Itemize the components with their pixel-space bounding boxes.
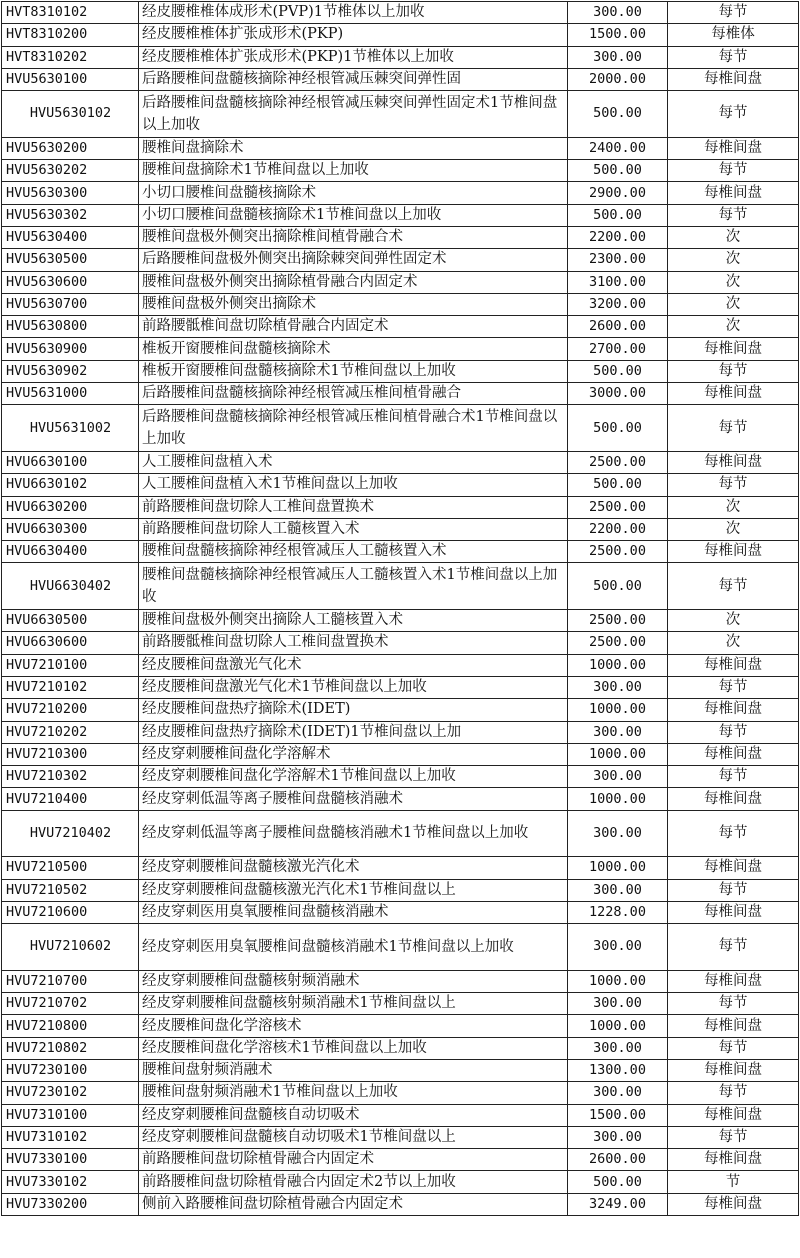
item-unit-cell: 每节 (668, 1126, 799, 1148)
item-unit-cell: 每节 (668, 766, 799, 788)
item-unit-cell: 每椎间盘 (668, 788, 799, 810)
table-row (2, 2, 799, 24)
table-row (2, 924, 799, 971)
item-unit-cell: 每椎间盘 (668, 541, 799, 563)
item-name-cell: 腰椎间盘极外侧突出摘除椎间植骨融合术 (139, 226, 568, 248)
item-price-cell: 300.00 (568, 810, 668, 857)
item-price-cell: 300.00 (568, 2, 668, 24)
item-price-cell: 1000.00 (568, 1015, 668, 1037)
table-row (2, 563, 799, 610)
item-unit-cell: 每椎间盘 (668, 1104, 799, 1126)
table-row (2, 993, 799, 1015)
item-code-cell: HVU5630800 (2, 316, 139, 338)
table-row (2, 360, 799, 382)
item-unit-cell: 每节 (668, 924, 799, 971)
item-code-cell: HVU5630102 (2, 91, 139, 138)
item-price-cell: 500.00 (568, 91, 668, 138)
item-unit-cell: 每椎间盘 (668, 1015, 799, 1037)
table-row (2, 610, 799, 632)
item-price-cell: 1300.00 (568, 1059, 668, 1081)
price-table (1, 1, 799, 1216)
item-name-cell: 腰椎间盘髓核摘除神经根管减压人工髓核置入术 (139, 541, 568, 563)
item-price-cell: 3100.00 (568, 271, 668, 293)
item-code-cell: HVU7210600 (2, 901, 139, 923)
item-name-cell: 经皮腰椎椎体成形术(PVP)1节椎体以上加收 (139, 2, 568, 24)
item-unit-cell: 每椎间盘 (668, 1059, 799, 1081)
table-row (2, 160, 799, 182)
item-unit-cell: 每椎间盘 (668, 338, 799, 360)
item-price-cell: 300.00 (568, 1037, 668, 1059)
item-name-cell: 经皮腰椎间盘化学溶核术1节椎间盘以上加收 (139, 1037, 568, 1059)
table-row (2, 1193, 799, 1215)
item-price-cell: 500.00 (568, 1171, 668, 1193)
item-name-cell: 腰椎间盘摘除术 (139, 137, 568, 159)
table-row (2, 810, 799, 857)
item-name-cell: 前路腰椎间盘切除植骨融合内固定术 (139, 1149, 568, 1171)
item-unit-cell: 每椎间盘 (668, 970, 799, 992)
item-unit-cell: 每椎间盘 (668, 182, 799, 204)
table-row (2, 474, 799, 496)
item-unit-cell: 每节 (668, 993, 799, 1015)
item-unit-cell: 每节 (668, 2, 799, 24)
table-row (2, 766, 799, 788)
item-code-cell: HVU7310100 (2, 1104, 139, 1126)
item-unit-cell: 次 (668, 271, 799, 293)
item-name-cell: 经皮腰椎间盘激光气化术1节椎间盘以上加收 (139, 676, 568, 698)
table-row (2, 901, 799, 923)
item-unit-cell: 每椎间盘 (668, 654, 799, 676)
table-row (2, 137, 799, 159)
item-code-cell: HVU7230100 (2, 1059, 139, 1081)
item-unit-cell: 每椎间盘 (668, 451, 799, 473)
table-row (2, 46, 799, 68)
table-row (2, 1104, 799, 1126)
item-name-cell: 经皮穿刺低温等离子腰椎间盘髓核消融术1节椎间盘以上加收 (139, 810, 568, 857)
item-unit-cell: 每节 (668, 474, 799, 496)
item-name-cell: 经皮穿刺低温等离子腰椎间盘髓核消融术 (139, 788, 568, 810)
item-unit-cell: 每节 (668, 1082, 799, 1104)
item-name-cell: 后路腰椎间盘髓核摘除神经根管减压椎间植骨融合 (139, 383, 568, 405)
item-code-cell: HVT8310200 (2, 24, 139, 46)
table-row (2, 249, 799, 271)
item-code-cell: HVU7210300 (2, 743, 139, 765)
item-unit-cell: 每节 (668, 160, 799, 182)
table-row (2, 879, 799, 901)
item-price-cell: 2500.00 (568, 541, 668, 563)
item-unit-cell: 次 (668, 496, 799, 518)
item-price-cell: 1228.00 (568, 901, 668, 923)
item-price-cell: 2300.00 (568, 249, 668, 271)
item-unit-cell: 每节 (668, 721, 799, 743)
item-name-cell: 腰椎间盘射频消融术1节椎间盘以上加收 (139, 1082, 568, 1104)
table-row (2, 226, 799, 248)
item-price-cell: 1000.00 (568, 857, 668, 879)
item-unit-cell: 每节 (668, 204, 799, 226)
item-unit-cell: 每节 (668, 676, 799, 698)
item-code-cell: HVU7210502 (2, 879, 139, 901)
item-code-cell: HVU5630600 (2, 271, 139, 293)
item-price-cell: 300.00 (568, 1082, 668, 1104)
item-unit-cell: 次 (668, 226, 799, 248)
item-price-cell: 2600.00 (568, 1149, 668, 1171)
table-row (2, 970, 799, 992)
table-row (2, 654, 799, 676)
item-unit-cell: 每椎间盘 (668, 383, 799, 405)
item-code-cell: HVU7210402 (2, 810, 139, 857)
item-price-cell: 500.00 (568, 563, 668, 610)
item-name-cell: 经皮腰椎间盘化学溶核术 (139, 1015, 568, 1037)
item-name-cell: 经皮腰椎间盘热疗摘除术(IDET) (139, 699, 568, 721)
item-unit-cell: 每椎间盘 (668, 743, 799, 765)
item-name-cell: 后路腰椎间盘髓核摘除神经根管减压棘突间弹性固 (139, 68, 568, 90)
item-name-cell: 后路腰椎间盘髓核摘除神经根管减压棘突间弹性固定术1节椎间盘以上加收 (139, 91, 568, 138)
item-code-cell: HVU6630102 (2, 474, 139, 496)
item-name-cell: 经皮穿刺腰椎间盘髓核激光汽化术1节椎间盘以上 (139, 879, 568, 901)
table-row (2, 316, 799, 338)
item-price-cell: 300.00 (568, 676, 668, 698)
item-code-cell: HVT8310102 (2, 2, 139, 24)
table-row (2, 743, 799, 765)
item-price-cell: 3249.00 (568, 1193, 668, 1215)
item-code-cell: HVU5630900 (2, 338, 139, 360)
item-name-cell: 椎板开窗腰椎间盘髓核摘除术 (139, 338, 568, 360)
table-row (2, 857, 799, 879)
item-name-cell: 腰椎间盘极外侧突出摘除术 (139, 293, 568, 315)
item-code-cell: HVU7210200 (2, 699, 139, 721)
item-price-cell: 300.00 (568, 766, 668, 788)
item-name-cell: 经皮穿刺腰椎间盘髓核射频消融术1节椎间盘以上 (139, 993, 568, 1015)
item-name-cell: 腰椎间盘极外侧突出摘除植骨融合内固定术 (139, 271, 568, 293)
item-unit-cell: 每节 (668, 91, 799, 138)
item-price-cell: 2600.00 (568, 316, 668, 338)
table-row (2, 405, 799, 452)
item-unit-cell: 每节 (668, 1037, 799, 1059)
item-name-cell: 前路腰骶椎间盘切除植骨融合内固定术 (139, 316, 568, 338)
item-unit-cell: 每节 (668, 46, 799, 68)
item-name-cell: 前路腰椎间盘切除植骨融合内固定术2节以上加收 (139, 1171, 568, 1193)
item-code-cell: HVU5630902 (2, 360, 139, 382)
item-unit-cell: 节 (668, 1171, 799, 1193)
item-price-cell: 1000.00 (568, 654, 668, 676)
table-row (2, 541, 799, 563)
item-name-cell: 腰椎间盘极外侧突出摘除人工髓核置入术 (139, 610, 568, 632)
item-code-cell: HVU5630300 (2, 182, 139, 204)
item-price-cell: 300.00 (568, 993, 668, 1015)
item-code-cell: HVT8310202 (2, 46, 139, 68)
item-name-cell: 经皮腰椎椎体扩张成形术(PKP) (139, 24, 568, 46)
item-name-cell: 经皮穿刺医用臭氧腰椎间盘髓核消融术1节椎间盘以上加收 (139, 924, 568, 971)
table-row (2, 1015, 799, 1037)
item-price-cell: 2200.00 (568, 518, 668, 540)
item-unit-cell: 次 (668, 316, 799, 338)
item-code-cell: HVU7210400 (2, 788, 139, 810)
table-row (2, 1059, 799, 1081)
item-price-cell: 2900.00 (568, 182, 668, 204)
item-name-cell: 后路腰椎间盘极外侧突出摘除棘突间弹性固定术 (139, 249, 568, 271)
item-name-cell: 经皮腰椎间盘激光气化术 (139, 654, 568, 676)
item-unit-cell: 每节 (668, 360, 799, 382)
table-row (2, 1171, 799, 1193)
item-unit-cell: 次 (668, 518, 799, 540)
item-code-cell: HVU7210602 (2, 924, 139, 971)
item-unit-cell: 次 (668, 632, 799, 654)
item-code-cell: HVU5630200 (2, 137, 139, 159)
table-row (2, 182, 799, 204)
item-code-cell: HVU7210702 (2, 993, 139, 1015)
item-unit-cell: 每椎间盘 (668, 1149, 799, 1171)
item-price-cell: 1000.00 (568, 788, 668, 810)
item-code-cell: HVU7210100 (2, 654, 139, 676)
table-row (2, 676, 799, 698)
item-code-cell: HVU7330102 (2, 1171, 139, 1193)
item-unit-cell: 次 (668, 293, 799, 315)
table-row (2, 293, 799, 315)
item-unit-cell: 每椎体 (668, 24, 799, 46)
table-row (2, 496, 799, 518)
item-price-cell: 1000.00 (568, 699, 668, 721)
table-row (2, 632, 799, 654)
item-price-cell: 2500.00 (568, 610, 668, 632)
table-row (2, 91, 799, 138)
table-row (2, 1037, 799, 1059)
item-price-cell: 2500.00 (568, 451, 668, 473)
table-row (2, 1126, 799, 1148)
item-unit-cell: 每节 (668, 879, 799, 901)
item-code-cell: HVU7210500 (2, 857, 139, 879)
item-unit-cell: 每椎间盘 (668, 699, 799, 721)
item-unit-cell: 每节 (668, 810, 799, 857)
item-code-cell: HVU6630402 (2, 563, 139, 610)
item-name-cell: 经皮穿刺腰椎间盘化学溶解术 (139, 743, 568, 765)
item-price-cell: 300.00 (568, 721, 668, 743)
item-unit-cell: 每椎间盘 (668, 857, 799, 879)
item-price-cell: 2700.00 (568, 338, 668, 360)
item-price-cell: 500.00 (568, 405, 668, 452)
item-price-cell: 1500.00 (568, 1104, 668, 1126)
item-price-cell: 300.00 (568, 879, 668, 901)
table-row (2, 271, 799, 293)
table-row (2, 451, 799, 473)
item-code-cell: HVU7210800 (2, 1015, 139, 1037)
item-code-cell: HVU6630200 (2, 496, 139, 518)
item-unit-cell: 次 (668, 249, 799, 271)
item-name-cell: 椎板开窗腰椎间盘髓核摘除术1节椎间盘以上加收 (139, 360, 568, 382)
item-name-cell: 小切口腰椎间盘髓核摘除术 (139, 182, 568, 204)
item-price-cell: 300.00 (568, 1126, 668, 1148)
item-price-cell: 2500.00 (568, 632, 668, 654)
table-row (2, 68, 799, 90)
item-name-cell: 前路腰椎间盘切除人工髓核置入术 (139, 518, 568, 540)
item-code-cell: HVU5630700 (2, 293, 139, 315)
item-unit-cell: 每椎间盘 (668, 901, 799, 923)
item-price-cell: 2000.00 (568, 68, 668, 90)
item-name-cell: 经皮穿刺腰椎间盘化学溶解术1节椎间盘以上加收 (139, 766, 568, 788)
item-name-cell: 腰椎间盘髓核摘除神经根管减压人工髓核置入术1节椎间盘以上加收 (139, 563, 568, 610)
item-name-cell: 经皮腰椎间盘热疗摘除术(IDET)1节椎间盘以上加 (139, 721, 568, 743)
item-code-cell: HVU6630300 (2, 518, 139, 540)
item-price-cell: 500.00 (568, 360, 668, 382)
item-name-cell: 经皮穿刺腰椎间盘髓核激光汽化术 (139, 857, 568, 879)
item-price-cell: 1000.00 (568, 743, 668, 765)
item-price-cell: 2400.00 (568, 137, 668, 159)
item-code-cell: HVU5630202 (2, 160, 139, 182)
table-row (2, 788, 799, 810)
item-name-cell: 侧前入路腰椎间盘切除植骨融合内固定术 (139, 1193, 568, 1215)
item-code-cell: HVU6630500 (2, 610, 139, 632)
item-code-cell: HVU5630302 (2, 204, 139, 226)
item-name-cell: 腰椎间盘射频消融术 (139, 1059, 568, 1081)
table-row (2, 383, 799, 405)
item-name-cell: 前路腰骶椎间盘切除人工椎间盘置换术 (139, 632, 568, 654)
item-code-cell: HVU7310102 (2, 1126, 139, 1148)
item-code-cell: HVU7210202 (2, 721, 139, 743)
item-price-cell: 3200.00 (568, 293, 668, 315)
item-name-cell: 前路腰椎间盘切除人工椎间盘置换术 (139, 496, 568, 518)
table-row (2, 338, 799, 360)
item-name-cell: 经皮腰椎椎体扩张成形术(PKP)1节椎体以上加收 (139, 46, 568, 68)
item-price-cell: 1500.00 (568, 24, 668, 46)
table-row (2, 24, 799, 46)
table-row (2, 518, 799, 540)
item-name-cell: 经皮穿刺腰椎间盘髓核自动切吸术 (139, 1104, 568, 1126)
item-unit-cell: 次 (668, 610, 799, 632)
item-price-cell: 1000.00 (568, 970, 668, 992)
item-code-cell: HVU7330200 (2, 1193, 139, 1215)
item-unit-cell: 每椎间盘 (668, 1193, 799, 1215)
item-unit-cell: 每椎间盘 (668, 137, 799, 159)
table-row (2, 721, 799, 743)
item-unit-cell: 每节 (668, 405, 799, 452)
item-code-cell: HVU6630600 (2, 632, 139, 654)
item-unit-cell: 每节 (668, 563, 799, 610)
item-name-cell: 经皮穿刺医用臭氧腰椎间盘髓核消融术 (139, 901, 568, 923)
item-name-cell: 小切口腰椎间盘髓核摘除术1节椎间盘以上加收 (139, 204, 568, 226)
item-code-cell: HVU5630400 (2, 226, 139, 248)
item-price-cell: 2200.00 (568, 226, 668, 248)
item-price-cell: 2500.00 (568, 496, 668, 518)
item-code-cell: HVU5631000 (2, 383, 139, 405)
item-code-cell: HVU7210302 (2, 766, 139, 788)
item-code-cell: HVU6630100 (2, 451, 139, 473)
item-code-cell: HVU5630100 (2, 68, 139, 90)
table-row (2, 1082, 799, 1104)
item-code-cell: HVU7210102 (2, 676, 139, 698)
item-price-cell: 500.00 (568, 204, 668, 226)
table-row (2, 1149, 799, 1171)
item-price-cell: 500.00 (568, 160, 668, 182)
item-code-cell: HVU7210802 (2, 1037, 139, 1059)
item-name-cell: 人工腰椎间盘植入术1节椎间盘以上加收 (139, 474, 568, 496)
item-code-cell: HVU7210700 (2, 970, 139, 992)
item-price-cell: 300.00 (568, 46, 668, 68)
item-price-cell: 3000.00 (568, 383, 668, 405)
price-table-body (2, 2, 799, 1216)
item-name-cell: 人工腰椎间盘植入术 (139, 451, 568, 473)
item-name-cell: 腰椎间盘摘除术1节椎间盘以上加收 (139, 160, 568, 182)
item-code-cell: HVU5631002 (2, 405, 139, 452)
item-name-cell: 经皮穿刺腰椎间盘髓核自动切吸术1节椎间盘以上 (139, 1126, 568, 1148)
item-code-cell: HVU7230102 (2, 1082, 139, 1104)
item-code-cell: HVU6630400 (2, 541, 139, 563)
item-name-cell: 后路腰椎间盘髓核摘除神经根管减压椎间植骨融合术1节椎间盘以上加收 (139, 405, 568, 452)
item-price-cell: 300.00 (568, 924, 668, 971)
item-name-cell: 经皮穿刺腰椎间盘髓核射频消融术 (139, 970, 568, 992)
item-code-cell: HVU5630500 (2, 249, 139, 271)
item-code-cell: HVU7330100 (2, 1149, 139, 1171)
item-price-cell: 500.00 (568, 474, 668, 496)
table-row (2, 204, 799, 226)
table-row (2, 699, 799, 721)
item-unit-cell: 每椎间盘 (668, 68, 799, 90)
